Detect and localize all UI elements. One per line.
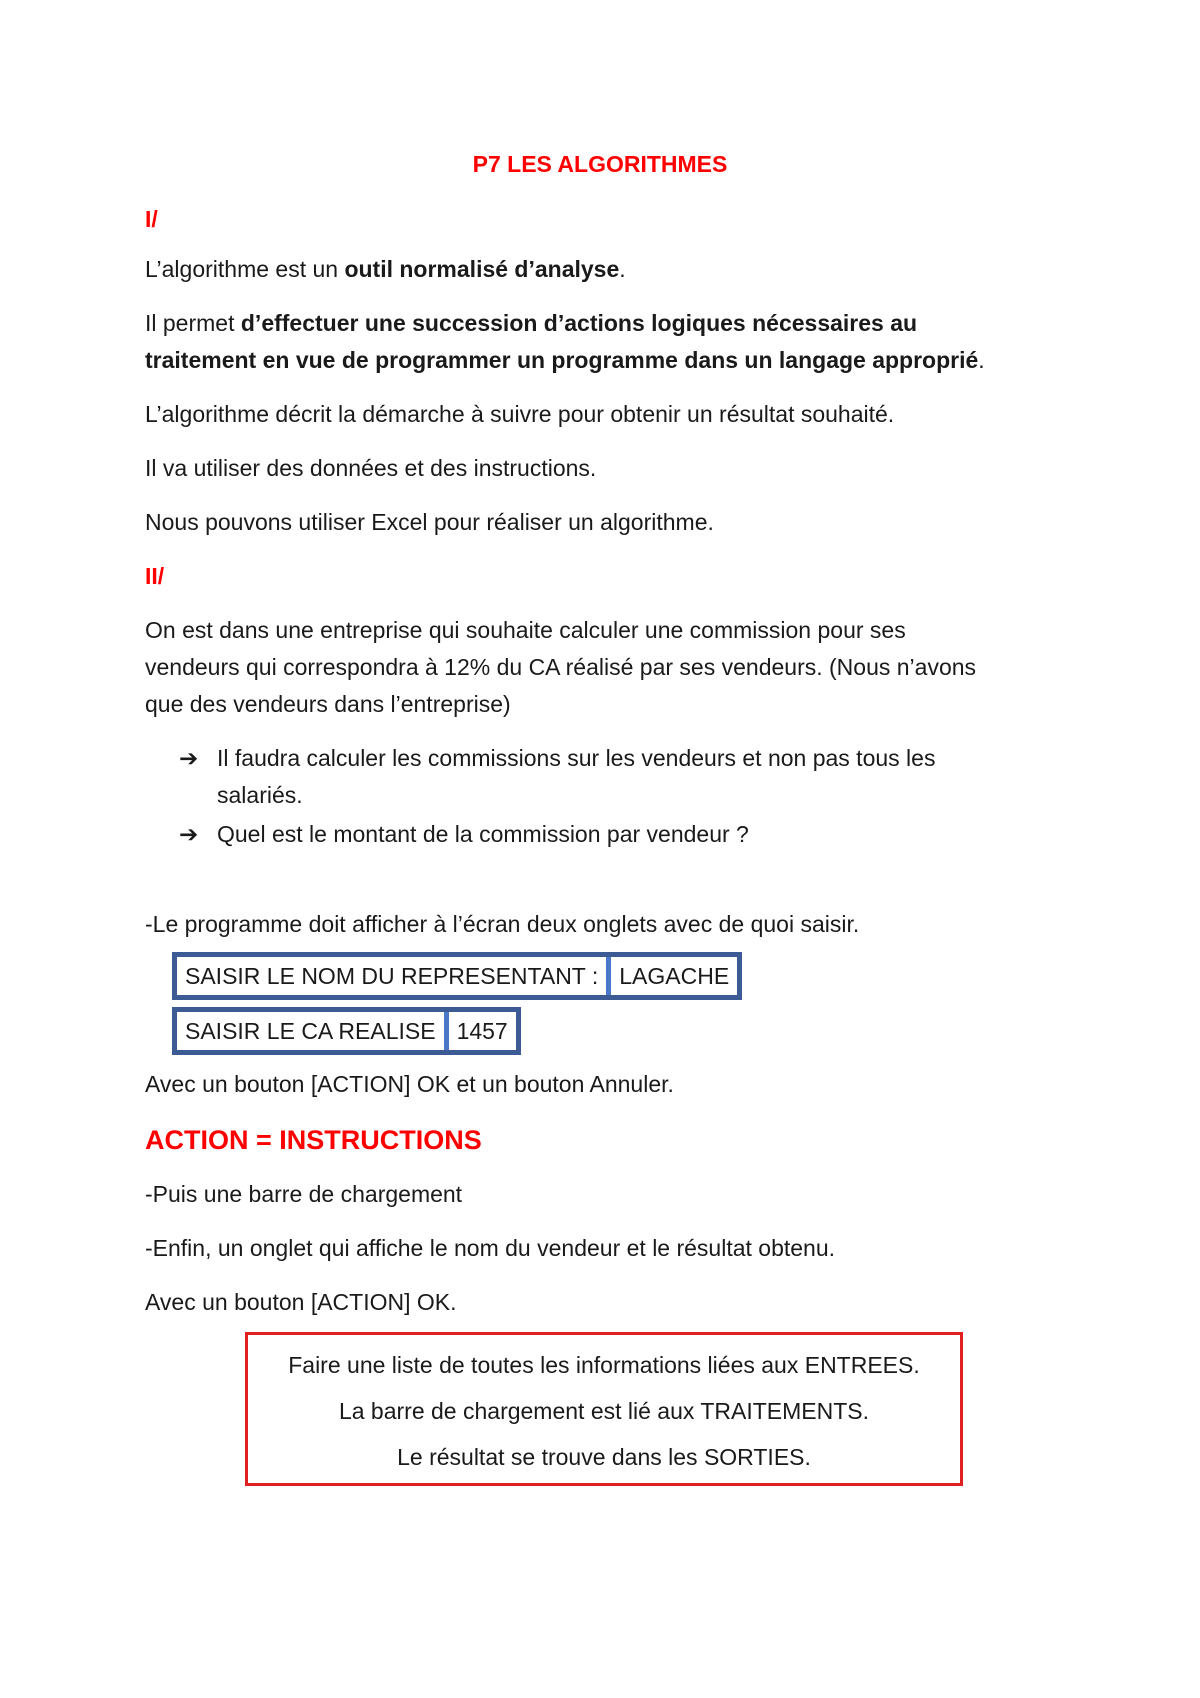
bullet-1-line-1: Il faudra calculer les commissions sur les vendeurs et non pas tous les <box>217 745 936 771</box>
text: . <box>978 347 985 373</box>
paragraph-context-line-1: On est dans une entreprise qui souhaite calculer une commission pour ses <box>145 617 906 643</box>
field-representative-label: SAISIR LE NOM DU REPRESENTANT : <box>185 963 599 989</box>
arrow-icon: ➔ <box>179 821 199 847</box>
field-ca-value: 1457 <box>456 1018 508 1044</box>
field-representative-name <box>172 952 742 1000</box>
paragraph-context-line-2: vendeurs qui correspondra à 12% du CA réalisé par ses vendeurs. (Nous n’avons <box>145 654 977 680</box>
bullet-2: Quel est le montant de la commission par vendeur ? <box>217 821 749 847</box>
paragraph-loading-bar: -Puis une barre de chargement <box>145 1181 463 1207</box>
paragraph-result-tab: -Enfin, un onglet qui affiche le nom du vendeur et le résultat obtenu. <box>145 1235 836 1261</box>
paragraph-buttons: Avec un bouton [ACTION] OK et un bouton Annuler. <box>145 1071 674 1097</box>
summary-line-inputs: Faire une liste de toutes les informations liées aux ENTREES. <box>288 1352 920 1378</box>
emphasis: outil normalisé d’analyse <box>344 256 620 282</box>
field-ca-realise <box>172 1007 521 1055</box>
paragraph-context-line-3: que des vendeurs dans l’entreprise) <box>145 691 511 717</box>
arrow-icon: ➔ <box>179 745 199 771</box>
summary-line-outputs: Le résultat se trouve dans les SORTIES. <box>397 1444 811 1470</box>
text: L’algorithme est un <box>145 256 345 282</box>
paragraph-program: -Le programme doit afficher à l’écran deux onglets avec de quoi saisir. <box>145 911 860 937</box>
summary-line-processing: La barre de chargement est lié aux TRAITEMENTS. <box>338 1398 870 1424</box>
paragraph-excel: Nous pouvons utiliser Excel pour réaliser un algorithme. <box>145 509 714 535</box>
section-1-heading: I/ <box>145 206 158 232</box>
bullet-1-line-2: salariés. <box>217 782 303 808</box>
emphasis: traitement en vue de programmer un programme dans un langage approprié <box>145 347 979 373</box>
paragraph-data-instructions: Il va utiliser des données et des instructions. <box>145 455 597 481</box>
section-2-heading: II/ <box>145 563 165 589</box>
paragraph-purpose-line-2 <box>145 341 985 379</box>
paragraph-definition <box>145 250 626 288</box>
paragraph-ok-button: Avec un bouton [ACTION] OK. <box>145 1289 457 1315</box>
summary-box <box>245 1332 963 1486</box>
paragraph-purpose-line-1 <box>145 304 917 342</box>
text: Il permet <box>145 310 241 336</box>
paragraph-description: L’algorithme décrit la démarche à suivre pour obtenir un résultat souhaité. <box>145 401 895 427</box>
page-title: P7 LES ALGORITHMES <box>472 151 728 177</box>
text: . <box>619 256 626 282</box>
field-ca-label: SAISIR LE CA REALISE <box>185 1018 436 1044</box>
field-representative-value: LAGACHE <box>619 963 730 989</box>
action-heading: ACTION = INSTRUCTIONS <box>145 1125 482 1155</box>
emphasis: d’effectuer une succession d’actions logiques nécessaires au <box>240 310 918 336</box>
